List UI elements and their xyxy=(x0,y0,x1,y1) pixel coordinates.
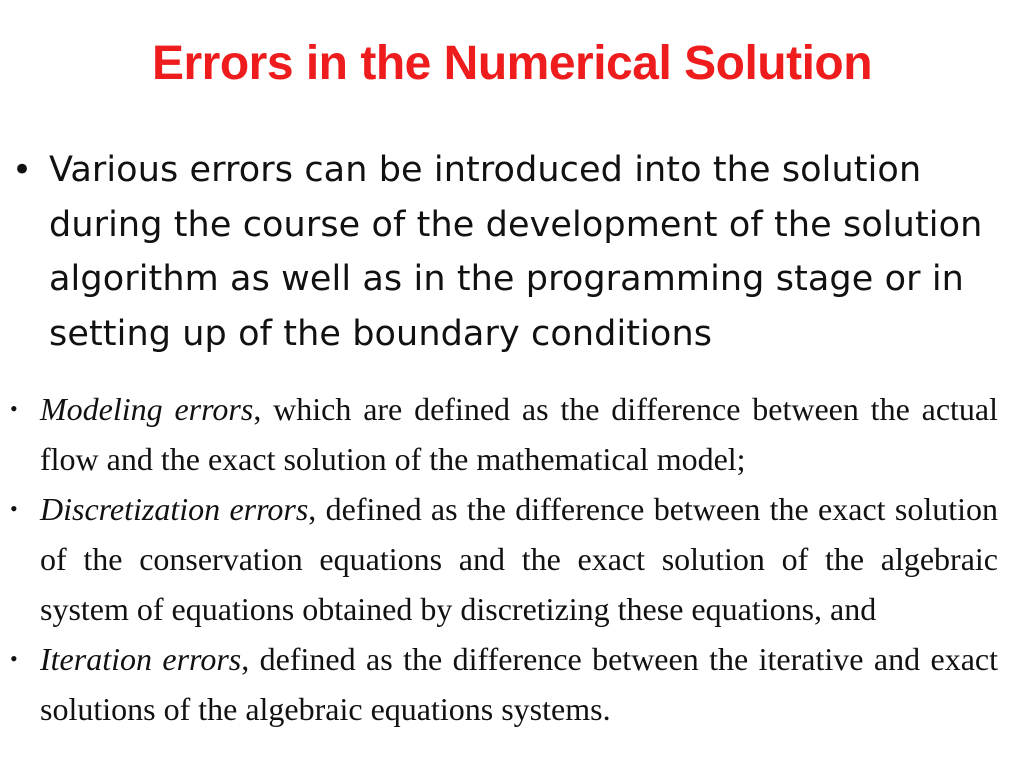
main-bullet-text: Various errors can be introduced into the solution during the course of the development of the solution algorithm as well as in the programming stage or in setting up of the boundary conditions xyxy=(49,150,983,354)
term-discretization-errors: Discretization errors xyxy=(40,491,309,527)
main-bullet xyxy=(12,143,1002,361)
term-modeling-errors: Modeling errors xyxy=(40,391,254,427)
definition-iteration-errors: , defined as the difference between the iterative and exact solutions of the algebraic equations systems. xyxy=(40,641,999,727)
bullet-icon: • xyxy=(10,646,18,671)
list-item-discretization-errors xyxy=(8,484,998,634)
definition-modeling-errors: , which are defined as the difference between the actual flow and the exact solution of the mathematical model; xyxy=(40,391,999,477)
term-iteration-errors: Iteration errors xyxy=(40,641,242,677)
slide-title: Errors in the Numerical Solution xyxy=(151,37,873,90)
list-item-text xyxy=(40,484,998,634)
error-types-list xyxy=(8,384,998,734)
list-item-iteration-errors xyxy=(8,634,998,734)
bullet-icon: • xyxy=(10,396,18,421)
list-item-text xyxy=(40,384,998,484)
list-item-text xyxy=(40,634,998,734)
bullet-icon: • xyxy=(12,150,33,190)
definition-discretization-errors: , defined as the difference between the exact solution of the conservation equations and the exact solution of the algebraic system of equations obtained by discretizing these equations, and xyxy=(40,491,999,627)
list-item-modeling-errors xyxy=(8,384,998,484)
bullet-icon: • xyxy=(10,496,18,521)
